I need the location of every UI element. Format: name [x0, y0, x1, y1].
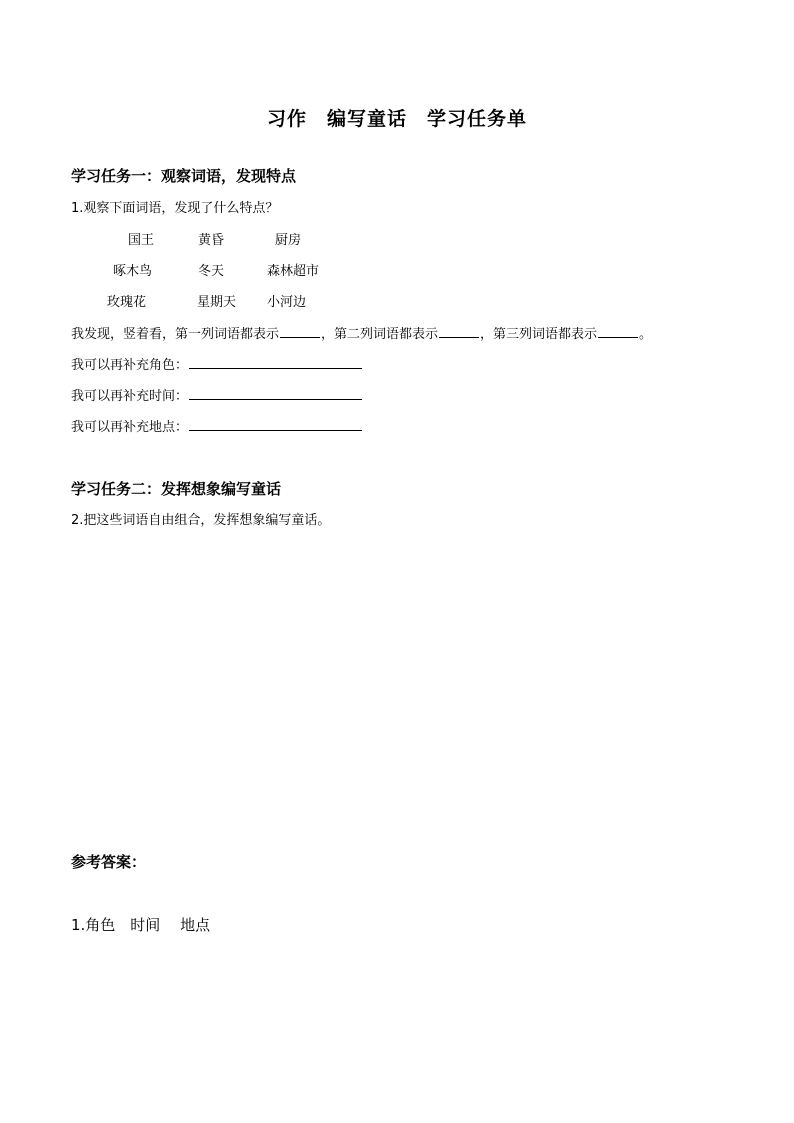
word-row2-col1: 啄木鸟: [113, 264, 153, 279]
title-part-1: 习作: [266, 108, 307, 130]
supplement-time-row: [71, 385, 362, 404]
supplement-place-label: 我可以再补充地点：: [71, 420, 189, 435]
word-row2-col2: 冬天: [198, 264, 225, 279]
word-row3-col2: 星期天: [197, 295, 237, 310]
task1-heading: 学习任务一：观察词语，发现特点: [71, 167, 297, 185]
word-row1-col3: 厨房: [275, 233, 302, 248]
task1-question: 1.观察下面词语，发现了什么特点？: [71, 201, 279, 216]
supplement-time-label: 我可以再补充时间：: [71, 389, 189, 404]
word-row2-col3: 森林超市: [267, 264, 320, 279]
word-row3-col1: 玫瑰花: [107, 295, 147, 310]
word-row1-col1: 国王: [128, 233, 155, 248]
blank-col1[interactable]: [280, 325, 320, 338]
supplement-role-line[interactable]: [189, 354, 362, 369]
discovery-seg1: 我发现，竖着看，第一列词语都表示: [71, 327, 280, 342]
supplement-time-line[interactable]: [189, 385, 362, 400]
blank-col3[interactable]: [598, 325, 638, 338]
discovery-seg4: 。: [639, 327, 653, 342]
answers-line1: 1.角色 时间 地点: [71, 916, 211, 934]
blank-col2[interactable]: [439, 325, 479, 338]
supplement-place-line[interactable]: [189, 416, 362, 431]
answers-heading: 参考答案：: [71, 853, 147, 871]
task2-question: 2.把这些词语自由组合，发挥想象编写童话。: [71, 513, 331, 528]
discovery-seg2: ，第二列词语都表示: [321, 327, 439, 342]
title-part-2: 编写童话: [326, 108, 407, 130]
word-row1-col2: 黄昏: [198, 233, 225, 248]
discovery-sentence: [71, 323, 652, 342]
supplement-place-row: [71, 416, 362, 435]
title-part-3: 学习任务单: [427, 108, 528, 130]
page-title: [0, 104, 794, 131]
supplement-role-row: [71, 354, 362, 373]
task2-heading: 学习任务二：发挥想象编写童话: [71, 480, 282, 498]
discovery-seg3: ，第三列词语都表示: [480, 327, 598, 342]
supplement-role-label: 我可以再补充角色：: [71, 358, 189, 373]
word-row3-col3: 小河边: [267, 295, 307, 310]
